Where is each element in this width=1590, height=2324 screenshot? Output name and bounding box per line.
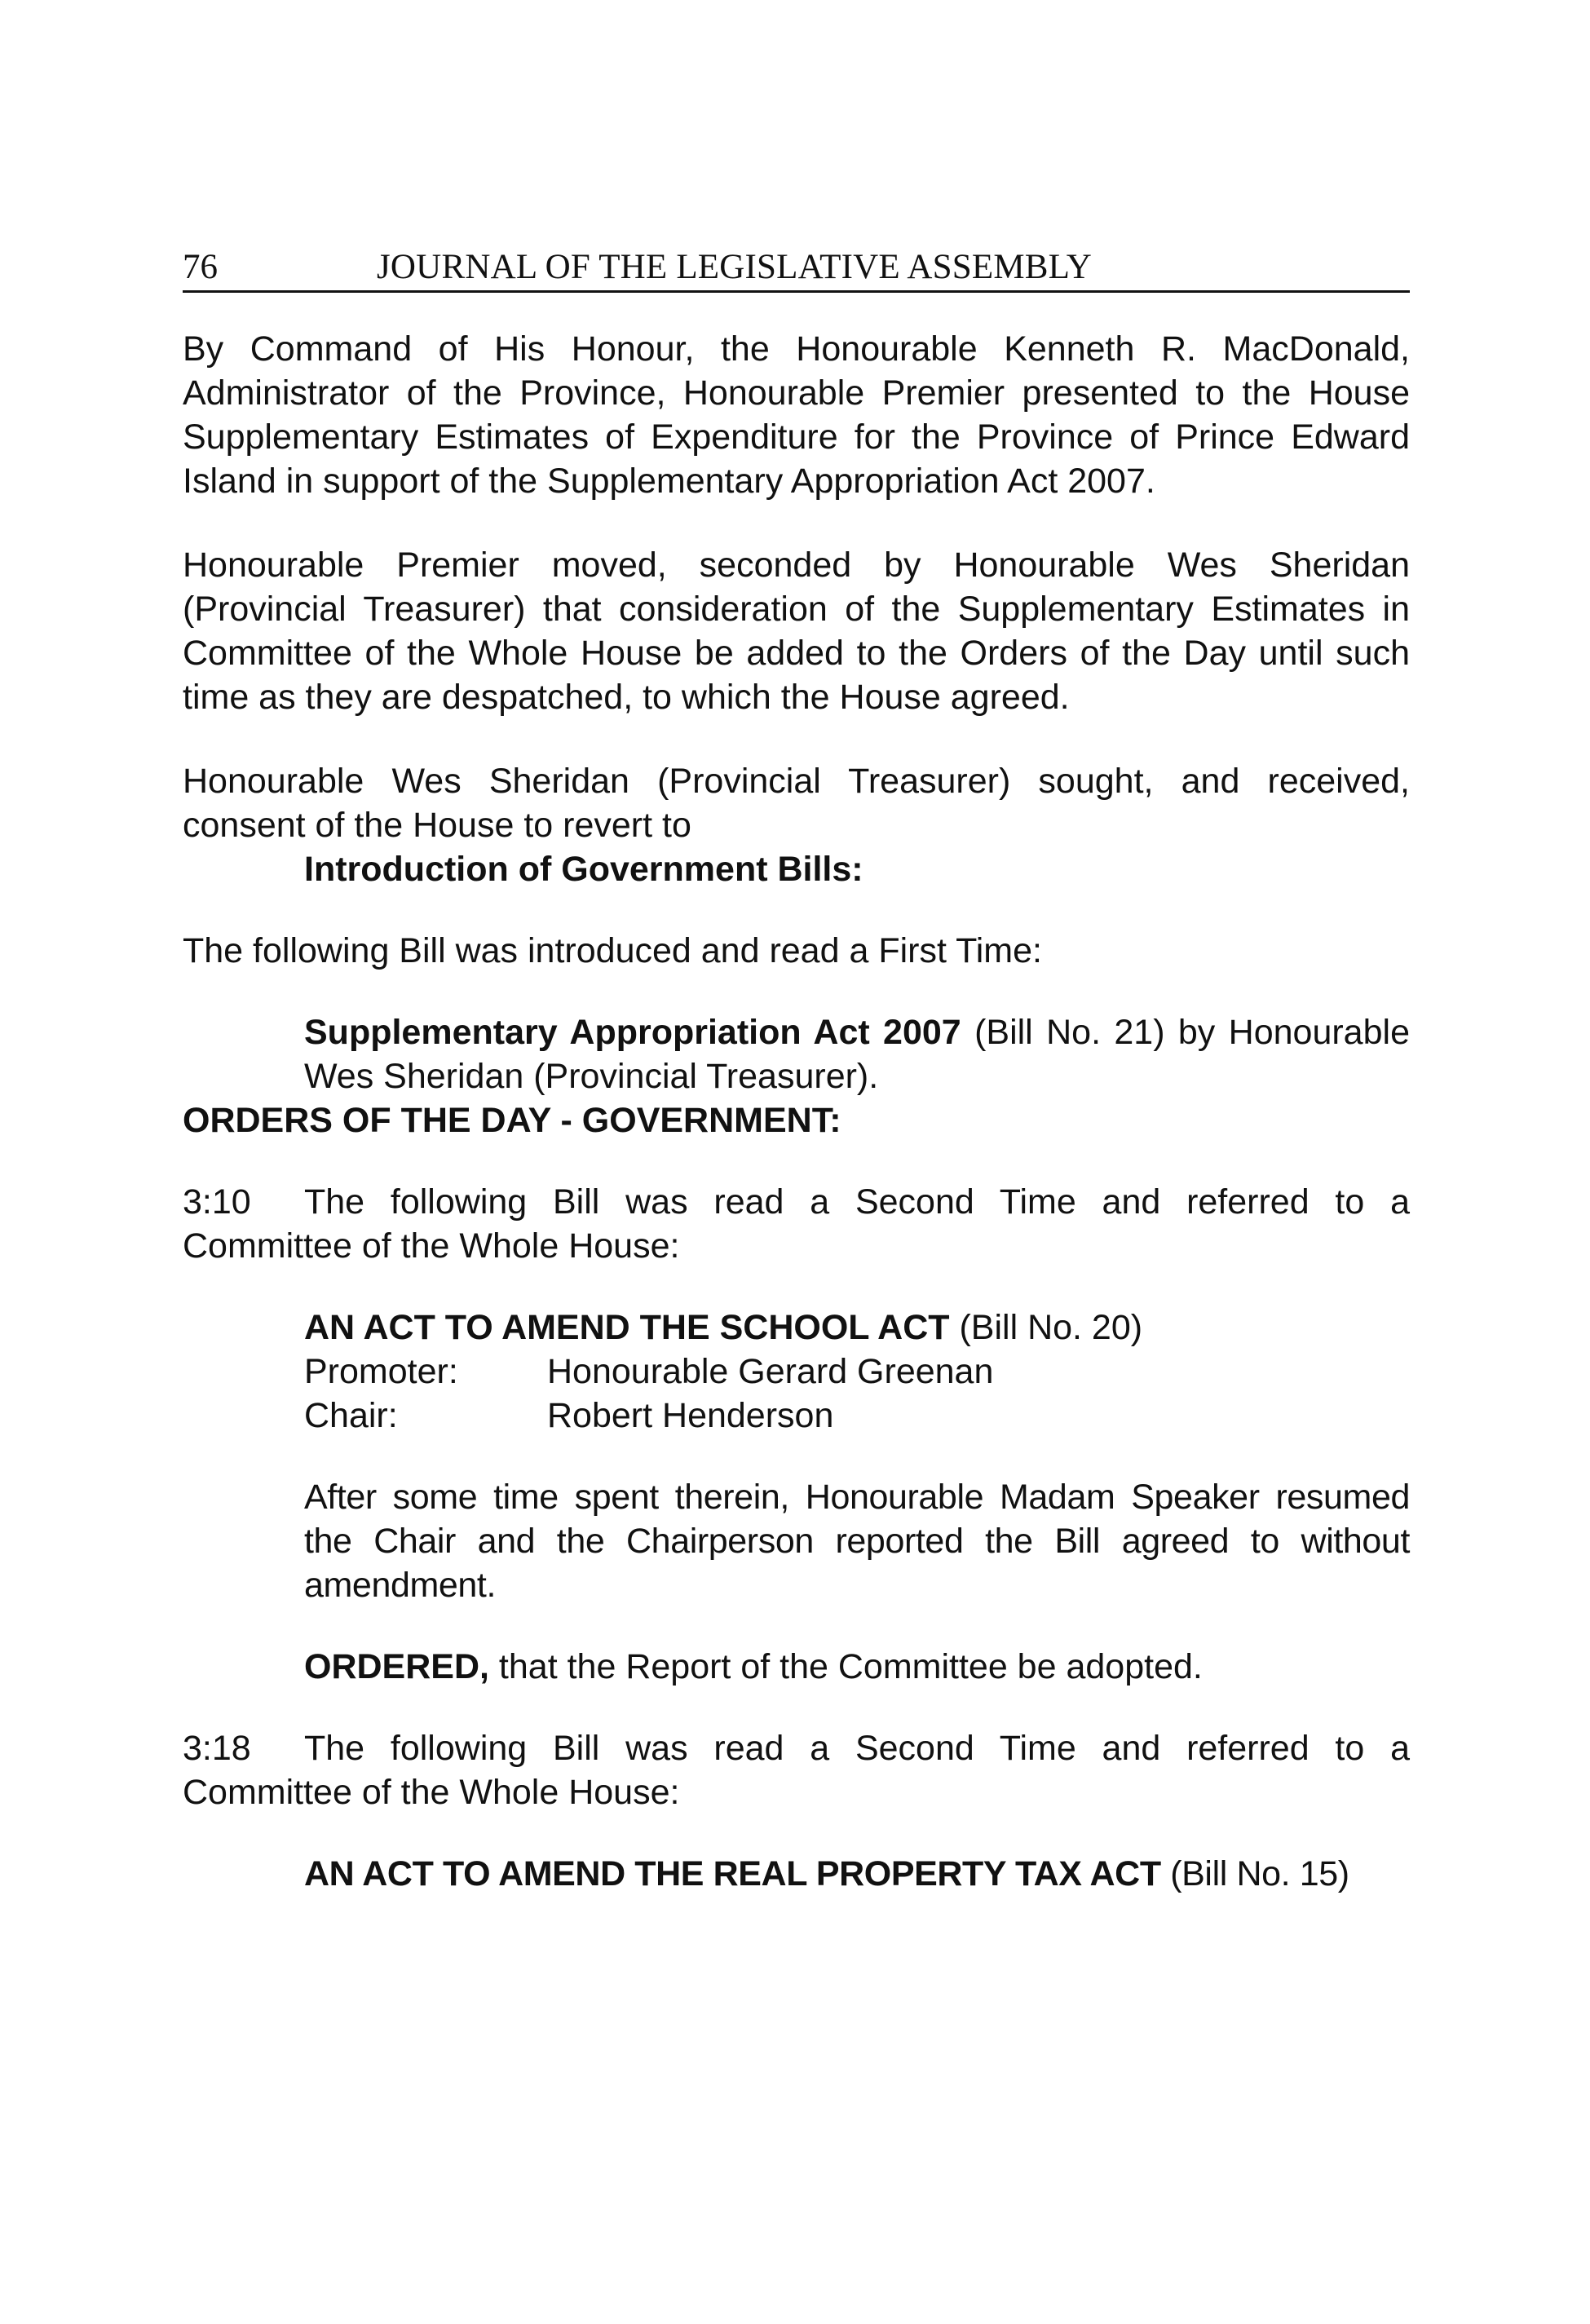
orders-heading: ORDERS OF THE DAY - GOVERNMENT: <box>183 1101 841 1140</box>
consent-paragraph: Honourable Wes Sheridan (Provincial Treasurer) sought, and received, consent of the House to revert to <box>183 762 1410 845</box>
introduction-heading: Introduction of Government Bills: <box>304 850 863 889</box>
chair-row <box>304 1394 1410 1438</box>
ordered-text: that the Report of the Committee be adopted. <box>498 1647 1203 1686</box>
promoter-row <box>304 1350 1410 1394</box>
order-item-2 <box>183 1726 1410 1814</box>
promoter-value: Honourable Gerard Greenan <box>547 1352 994 1391</box>
promoter-label: Promoter: <box>304 1352 458 1391</box>
chair-label: Chair: <box>304 1396 398 1435</box>
real-property-tax-bill <box>183 1852 1410 1896</box>
introduction-text: The following Bill was introduced and read a First Time: <box>183 931 1042 970</box>
order-item-1 <box>183 1180 1410 1268</box>
order-time-2: 3:18 <box>183 1729 251 1768</box>
introduced-bill <box>183 1010 1410 1098</box>
journal-title: JOURNAL OF THE LEGISLATIVE ASSEMBLY <box>377 248 1093 286</box>
journal-body <box>183 327 1410 1896</box>
motion-paragraph: Honourable Premier moved, seconded by Honourable Wes Sheridan (Provincial Treasurer) that consideration of the Supplementary Estimates in Committee of the Whole House be added to the Orders of the Day until such time as they are despatched, to which the House agreed. <box>183 546 1410 717</box>
school-act-title: AN ACT TO AMEND THE SCHOOL ACT <box>304 1308 950 1347</box>
introduced-bill-detail: (Bill No. 21) by Honourable Wes Sheridan (Provincial Treasurer). <box>304 1013 1410 1096</box>
introduced-bill-title: Supplementary Appropriation Act 2007 <box>304 1013 961 1052</box>
order-time-1: 3:10 <box>183 1182 251 1222</box>
real-property-tax-title: AN ACT TO AMEND THE REAL PROPERTY TAX ACT <box>304 1854 1161 1893</box>
chair-value: Robert Henderson <box>547 1396 834 1435</box>
school-act-details <box>183 1306 1410 1438</box>
ordered-label: ORDERED, <box>304 1647 489 1686</box>
real-property-tax-number: (Bill No. 15) <box>1170 1854 1349 1893</box>
page-number: 76 <box>183 248 218 286</box>
school-act-number: (Bill No. 20) <box>959 1308 1143 1347</box>
ordered-paragraph <box>183 1645 1410 1689</box>
page-header <box>183 245 1410 293</box>
school-act-bill <box>304 1306 1410 1350</box>
order-text-2: The following Bill was read a Second Time and referred to a Committee of the Whole House: <box>183 1729 1410 1812</box>
committee-result-paragraph: After some time spent therein, Honourable Madam Speaker resumed the Chair and the Chairperson reported the Bill agreed to without amendment. <box>304 1478 1410 1605</box>
order-text-1: The following Bill was read a Second Time and referred to a Committee of the Whole House: <box>183 1182 1410 1266</box>
estimates-paragraph: By Command of His Honour, the Honourable Kenneth R. MacDonald, Administrator of the Province, Honourable Premier presented to the House Supplementary Estimates of Expenditure for the Province of Prince Edward Island in support of the Supplementary Appropriation Act 2007. <box>183 329 1410 501</box>
journal-page <box>183 245 1410 1896</box>
